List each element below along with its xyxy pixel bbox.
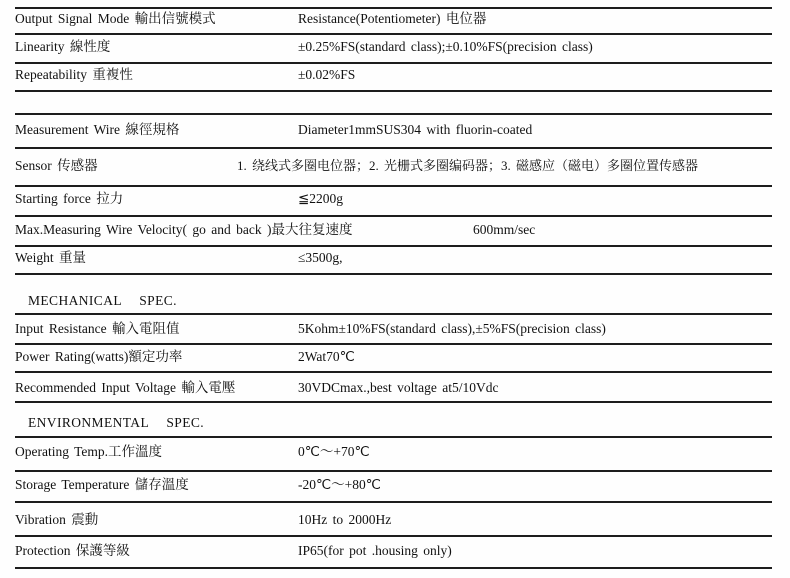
spec-label: Output Signal Mode 輸出信號模式: [15, 11, 216, 26]
spec-row-repeatability: [15, 65, 777, 85]
horizontal-rule: [15, 215, 772, 217]
horizontal-rule: [15, 273, 772, 275]
horizontal-rule: [15, 185, 772, 187]
spec-row-measurement-wire: [15, 120, 777, 140]
spec-label: Measurement Wire 線徑規格: [15, 122, 180, 137]
spec-row-max-wire-velocity: [15, 220, 777, 240]
horizontal-rule: [15, 147, 772, 149]
horizontal-rule: [15, 401, 772, 403]
horizontal-rule: [15, 470, 772, 472]
spec-label: Weight 重量: [15, 250, 87, 265]
spec-row-output-signal-mode: [15, 9, 777, 29]
horizontal-rule: [15, 33, 772, 35]
spec-value: ≦2200g: [298, 191, 344, 206]
spec-label: Storage Temperature 儲存溫度: [15, 477, 189, 492]
spec-label: Vibration 震動: [15, 512, 99, 527]
horizontal-rule: [15, 535, 772, 537]
spec-label: Max.Measuring Wire Velocity( go and back )最大往复速度: [15, 222, 353, 237]
spec-row-power-rating: [15, 347, 777, 367]
spec-value: 10Hz to 2000Hz: [298, 512, 392, 527]
horizontal-rule: [15, 90, 772, 92]
spec-label: Input Resistance 輸入電阻值: [15, 321, 180, 336]
spec-label: Linearity 線性度: [15, 39, 111, 54]
spec-row-linearity: [15, 37, 777, 57]
horizontal-rule: [15, 343, 772, 345]
spec-value: ≤3500g,: [298, 250, 343, 265]
horizontal-rule: [15, 313, 772, 315]
spec-value: Resistance(Potentiometer) 电位器: [298, 11, 487, 26]
spec-label: Operating Temp.工作溫度: [15, 444, 163, 459]
spec-row-weight: [15, 248, 777, 268]
spec-label: Repeatability 重複性: [15, 67, 133, 82]
spec-row-input-resistance: [15, 319, 777, 339]
horizontal-rule: [15, 113, 772, 115]
spec-label: Protection 保護等級: [15, 543, 130, 558]
spec-row-recommended-input-voltage: [15, 378, 777, 398]
spec-label: Sensor 传感器: [15, 158, 98, 173]
spec-value: 0℃～+70℃: [298, 444, 370, 459]
spec-label: Starting force 拉力: [15, 191, 124, 206]
spec-value: 30VDCmax.,best voltage at5/10Vdc: [298, 380, 499, 395]
spec-value: -20℃～+80℃: [298, 477, 381, 492]
spec-value: 1. 绕线式多圈电位器；2. 光栅式多圈编码器；3. 磁感应（磁电）多圈位置传感器: [237, 158, 699, 173]
spec-value: IP65(for pot .housing only): [298, 543, 452, 558]
spec-value: ±0.02%FS: [298, 67, 356, 82]
spec-value: Diameter1mmSUS304 with fluorin-coated: [298, 122, 533, 137]
horizontal-rule: [15, 371, 772, 373]
section-header-environmental: ENVIRONMENTAL SPEC.: [28, 415, 205, 430]
section-header-mechanical: MECHANICAL SPEC.: [28, 293, 177, 308]
spec-row-sensor: [15, 156, 777, 176]
spec-row-operating-temp: [15, 442, 777, 462]
horizontal-rule: [15, 62, 772, 64]
spec-row-vibration: [15, 510, 777, 530]
spec-value: 2Wat70℃: [298, 349, 355, 364]
spec-row-starting-force: [15, 189, 777, 209]
spec-value: ±0.25%FS(standard class);±0.10%FS(precision class): [298, 39, 593, 54]
horizontal-rule: [15, 567, 772, 569]
spec-row-protection: [15, 541, 777, 561]
spec-label: Recommended Input Voltage 輸入電壓: [15, 380, 236, 395]
spec-row-storage-temperature: [15, 475, 777, 495]
spec-label: Power Rating(watts)額定功率: [15, 349, 183, 364]
horizontal-rule: [15, 245, 772, 247]
horizontal-rule: [15, 501, 772, 503]
spec-value: 5Kohm±10%FS(standard class),±5%FS(precision class): [298, 321, 606, 336]
horizontal-rule: [15, 436, 772, 438]
spec-value: 600mm/sec: [473, 222, 536, 237]
